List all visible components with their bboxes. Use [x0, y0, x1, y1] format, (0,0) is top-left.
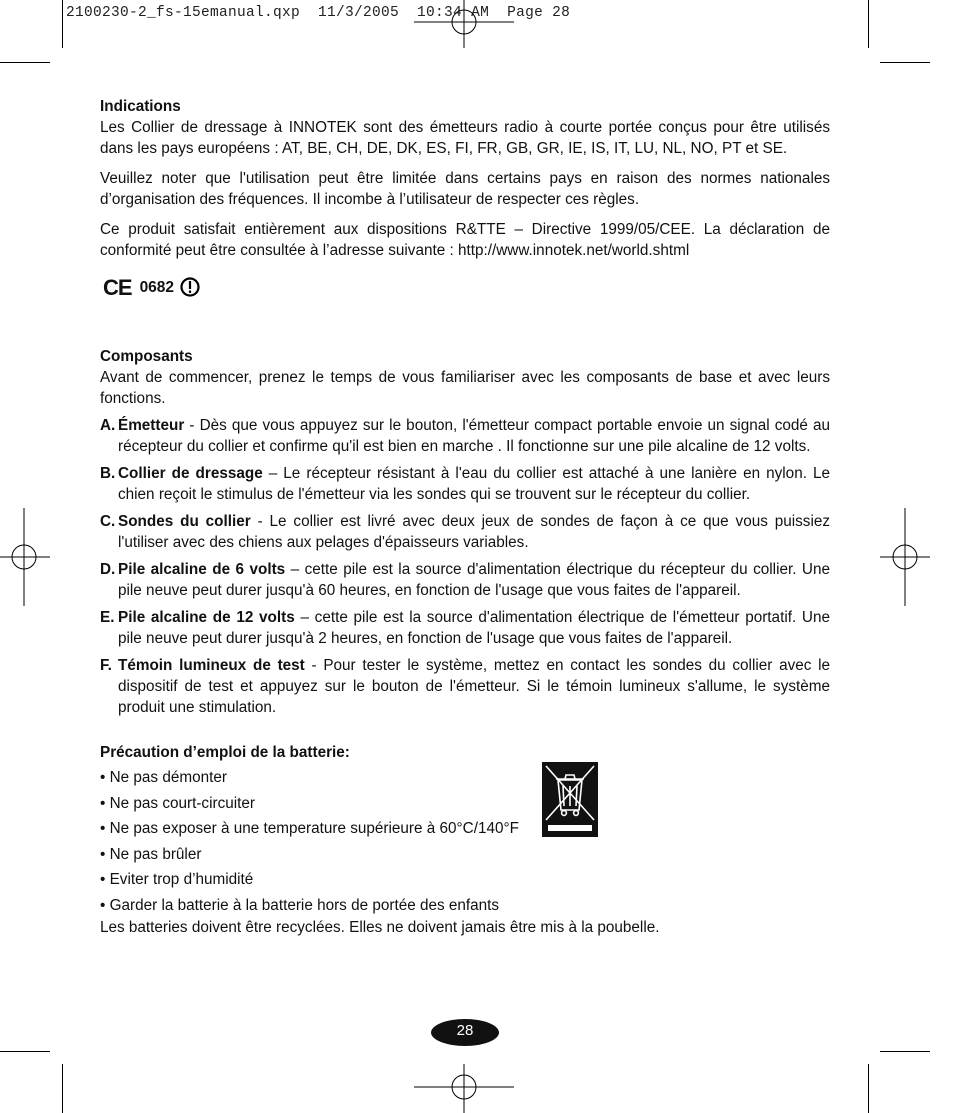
- crossed-out-wheelie-bin-icon: [542, 762, 598, 837]
- list-item: [100, 511, 830, 553]
- item-description: – cette pile est la source d'alimentation électrique de l'émetteur portatif. Une pile neuve peut durer jusqu'à 2 heures, en fonction de l'usage que vous faites de l'appareil.: [118, 609, 830, 647]
- list-item: [100, 655, 830, 718]
- item-term: Pile alcaline de 6 volts: [118, 561, 286, 578]
- item-term: Émetteur: [118, 417, 185, 434]
- battery-section: [100, 742, 830, 938]
- item-letter: E.: [100, 609, 115, 626]
- item-body: [118, 607, 830, 649]
- crop-mark: [62, 1064, 63, 1113]
- item-description: – Le récepteur résistant à l'eau du collier est attaché à une lanière en nylon. Le chien reçoit le stimulus de l'émetteur via les sondes qui se trouvent sur le récepteur du collier.: [118, 465, 830, 503]
- indications-paragraph: Veuillez noter que l'utilisation peut être limitée dans certains pays en raison des normes nationales d’organisation des fréquences. Il incombe à l’utilisateur de respecter ces règles.: [100, 170, 830, 208]
- item-body: [118, 559, 830, 601]
- page-content: [100, 96, 830, 938]
- item-term: Collier de dressage: [118, 465, 263, 482]
- certification-marks: [100, 274, 830, 300]
- crop-mark: [868, 0, 869, 48]
- item-description: - Pour tester le système, mettez en contact les sondes du collier avec le dispositif de test et appuyez sur le bouton de l'émetteur. Si le témoin lumineux s'allume, le système produit une stimulation.: [118, 657, 831, 716]
- component-list: [100, 415, 830, 718]
- item-description: - Dès que vous appuyez sur le bouton, l'émetteur compact portable envoie un signal codé au récepteur du collier et confirme qu'il est bien en marche . Il fonctionne sur une pile alcaline de 12 volts.: [118, 417, 830, 455]
- item-description: - Le collier est livré avec deux jeux de sondes de façon à ce que vous puissiez l'utiliser avec des chiens aux pelages d'épaisseurs variables.: [118, 513, 830, 551]
- crop-mark: [62, 0, 63, 48]
- list-item: • Ne pas brûler: [100, 845, 202, 863]
- crop-mark: [880, 1051, 930, 1052]
- item-term: Sondes du collier: [118, 513, 251, 530]
- list-item: [100, 607, 830, 649]
- registration-mark-icon: [880, 508, 930, 606]
- item-term: Témoin lumineux de test: [118, 657, 305, 674]
- notified-body-number: 0682: [139, 278, 175, 296]
- battery-heading: Précaution d’emploi de la batterie:: [100, 744, 350, 761]
- page-number: 28: [431, 1019, 499, 1046]
- list-item: [100, 559, 830, 601]
- list-item: • Garder la batterie à la batterie hors de portée des enfants: [100, 896, 500, 914]
- composants-section: [100, 346, 830, 718]
- ce-mark: CE: [103, 274, 132, 300]
- recycling-note: Les batteries doivent être recyclées. Elles ne doivent jamais être mis à la poubelle.: [100, 918, 660, 936]
- list-item: • Eviter trop d’humidité: [100, 871, 254, 889]
- item-letter: B.: [100, 465, 116, 482]
- item-body: [118, 511, 830, 553]
- composants-heading: Composants: [100, 348, 193, 365]
- indications-section: [100, 96, 830, 300]
- item-description: – cette pile est la source d'alimentation électrique du récepteur du collier. Une pile neuve peut durer jusqu'à 60 heures, en fonction de l'usage que vous faites de l'appareil.: [118, 561, 830, 599]
- indications-heading: Indications: [100, 98, 181, 115]
- class-2-alert-icon: [180, 277, 200, 297]
- item-letter: F.: [100, 657, 112, 674]
- item-letter: D.: [100, 561, 116, 578]
- indications-paragraph: Ce produit satisfait entièrement aux dispositions R&TTE – Directive 1999/05/CEE. La déclaration de conformité peut être consultée à l’adresse suivante : http://www.innotek.net/world.shtml: [100, 221, 830, 259]
- composants-intro: Avant de commencer, prenez le temps de vous familiariser avec les composants de base et avec leurs fonctions.: [100, 369, 830, 407]
- crop-mark: [0, 1051, 50, 1052]
- registration-mark-icon: [0, 508, 50, 606]
- list-item: [100, 415, 830, 457]
- list-item: • Ne pas court-circuiter: [100, 794, 255, 812]
- registration-mark-icon: [414, 0, 514, 48]
- crop-mark: [868, 1064, 869, 1113]
- item-letter: C.: [100, 513, 116, 530]
- list-item: • Ne pas exposer à une temperature supérieure à 60°C/140°F: [100, 820, 519, 838]
- item-body: [118, 655, 830, 718]
- item-body: [118, 415, 830, 457]
- indications-paragraph: Les Collier de dressage à INNOTEK sont des émetteurs radio à courte portée conçus pour être utilisés dans les pays européens : AT, BE, CH, DE, DK, ES, FI, FR, GB, GR, IE, IS, IT, LU, NL, NO, PT et SE.: [100, 119, 830, 157]
- crop-mark: [0, 62, 50, 63]
- list-item: [100, 463, 830, 505]
- print-slug: 2100230-2_fs-15emanual.qxp 11/3/2005 10:34 AM Page 28: [66, 5, 571, 21]
- registration-mark-icon: [414, 1064, 514, 1113]
- item-body: [118, 463, 830, 505]
- item-letter: A.: [100, 417, 116, 434]
- list-item: • Ne pas démonter: [100, 769, 227, 786]
- item-term: Pile alcaline de 12 volts: [118, 609, 295, 626]
- crop-mark: [880, 62, 930, 63]
